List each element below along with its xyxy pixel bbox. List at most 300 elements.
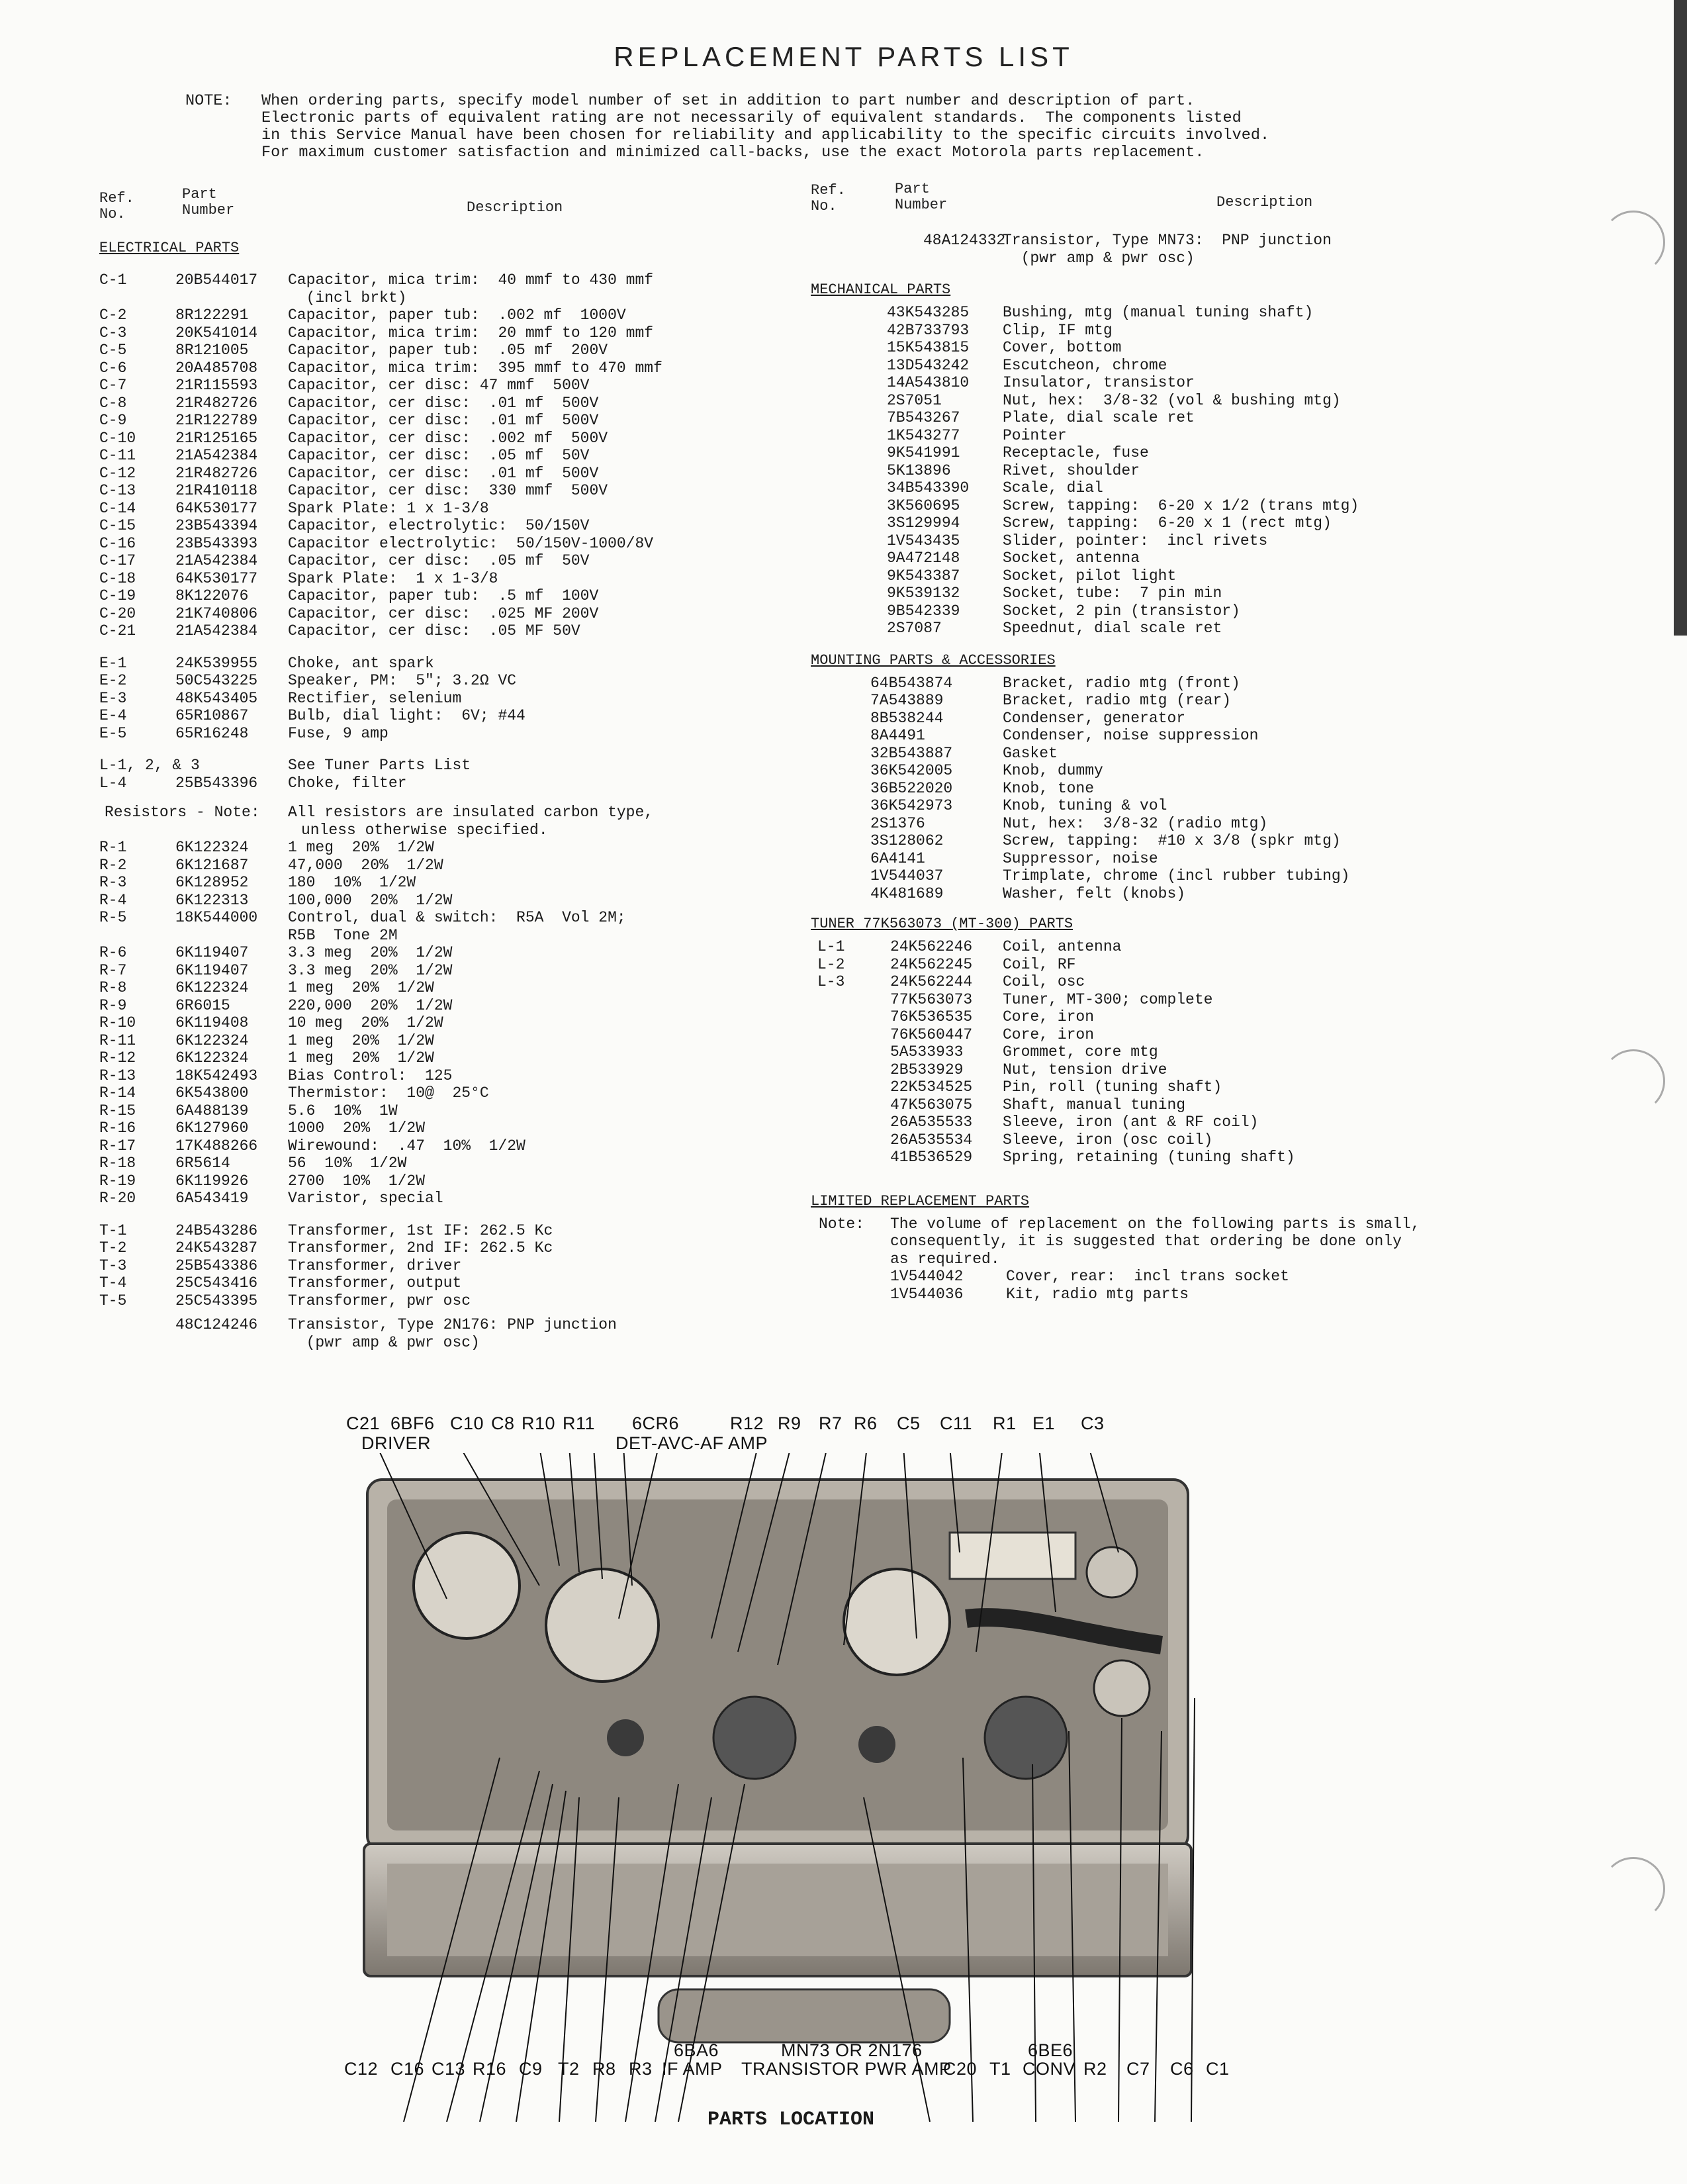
- part-description: See Tuner Parts List: [288, 757, 471, 774]
- part-description: 5.6 10% 1W: [288, 1102, 398, 1119]
- callout-r7: R7: [819, 1413, 843, 1433]
- part-description: Transformer, output: [288, 1274, 462, 1292]
- ref-number: T-5: [99, 1292, 127, 1309]
- note-line: For maximum customer satisfaction and minimized call-backs, use the exact Motorola parts replacement.: [261, 144, 1205, 162]
- page-title: REPLACEMENT PARTS LIST: [614, 41, 1073, 72]
- callout-6ba6: 6BA6: [674, 2040, 719, 2060]
- ref-number: T-4: [99, 1274, 127, 1292]
- part-number: 3S129994: [887, 514, 960, 532]
- ref-number: C-3: [99, 324, 127, 342]
- part-description: Capacitor, mica trim: 395 mmf to 470 mmf: [288, 359, 662, 377]
- part-number: 7B543267: [887, 409, 960, 426]
- ref-number: T-1: [99, 1221, 127, 1239]
- parts-row: [811, 850, 1539, 868]
- part-description: Shaft, manual tuning: [1003, 1096, 1186, 1114]
- parts-row: [811, 727, 1539, 745]
- part-number: 6K122324: [175, 839, 249, 856]
- parts-row: [99, 324, 761, 342]
- ref-number: R-4: [99, 891, 127, 909]
- part-number: 65R10867: [175, 707, 249, 724]
- part-number: 21A542384: [175, 552, 258, 569]
- limited-note-row: [811, 1233, 1539, 1251]
- part-number: 20A485708: [175, 359, 258, 377]
- limited-note-text: as required.: [890, 1250, 1000, 1268]
- parts-row: [99, 944, 761, 962]
- part-description: Sleeve, iron (osc coil): [1003, 1131, 1213, 1149]
- figure-caption: PARTS LOCATION: [707, 2109, 875, 2131]
- part-description: Capacitor, cer disc: .05 mf 50V: [288, 447, 590, 464]
- callout-c11: C11: [940, 1413, 973, 1433]
- ref-number: R-6: [99, 944, 127, 961]
- part-number: 48A124332: [923, 232, 1006, 249]
- part-description: Spark Plate: 1 x 1-3/8: [288, 499, 489, 517]
- parts-row: [99, 1316, 761, 1334]
- parts-row: [811, 357, 1539, 375]
- part-description: Transformer, driver: [288, 1257, 462, 1274]
- part-description: Slider, pointer: incl rivets: [1003, 532, 1268, 549]
- part-number: 6K119407: [175, 944, 249, 961]
- part-description: Transistor, Type MN73: PNP junction: [1003, 232, 1332, 249]
- parts-row: [99, 412, 761, 430]
- parts-row: [811, 1149, 1539, 1166]
- part-description: (pwr amp & pwr osc): [288, 1333, 480, 1351]
- resistor-note-text: All resistors are insulated carbon type,: [288, 804, 654, 821]
- ref-number: C-19: [99, 587, 136, 604]
- part-number: 6K119408: [175, 1014, 249, 1031]
- parts-row: [99, 359, 761, 377]
- part-number: 1V543435: [887, 532, 960, 549]
- part-number: 6K128952: [175, 874, 249, 891]
- callout-r9: R9: [778, 1413, 801, 1433]
- part-description: Capacitor electrolytic: 50/150V-1000/8V: [288, 534, 654, 552]
- parts-row: [811, 885, 1539, 903]
- part-description: Capacitor, cer disc: .05 mf 50V: [288, 552, 590, 569]
- callout-c9: C9: [519, 2059, 543, 2079]
- part-description: 2700 10% 1/2W: [288, 1172, 426, 1190]
- right-ref-header: Ref. No.: [811, 182, 846, 214]
- ref-number: C-7: [99, 377, 127, 394]
- part-number: 21R482726: [175, 394, 258, 412]
- part-description: Gasket: [1003, 744, 1058, 762]
- callout-t1: T1: [989, 2059, 1011, 2079]
- part-number: 25C543416: [175, 1274, 258, 1292]
- parts-row: [99, 1257, 761, 1275]
- part-description: Transformer, 2nd IF: 262.5 Kc: [288, 1239, 553, 1257]
- part-number: 5A533933: [890, 1043, 964, 1061]
- part-number: 18K544000: [175, 909, 258, 926]
- part-description: Knob, tuning & vol: [1003, 797, 1167, 814]
- part-description: Cover, bottom: [1003, 339, 1122, 356]
- part-description: Capacitor, paper tub: .05 mf 200V: [288, 342, 608, 359]
- parts-row: [811, 444, 1539, 462]
- part-number: 20K541014: [175, 324, 258, 342]
- parts-row: [99, 605, 761, 623]
- callout-mn73-or-2n176: MN73 OR 2N176: [781, 2040, 923, 2060]
- ref-number: C-21: [99, 622, 136, 640]
- ref-number: C-5: [99, 342, 127, 359]
- part-description: Washer, felt (knobs): [1003, 884, 1186, 902]
- part-number: 77K563073: [890, 990, 973, 1008]
- part-description: Socket, pilot light: [1003, 567, 1177, 585]
- part-number: 18K542493: [175, 1067, 258, 1084]
- part-description: Sleeve, iron (ant & RF coil): [1003, 1114, 1259, 1131]
- ref-number: L-1: [817, 938, 845, 955]
- part-description: Capacitor, electrolytic: 50/150V: [288, 517, 590, 534]
- ref-number: R-1: [99, 839, 127, 856]
- left-part-header: Part Number: [182, 186, 235, 218]
- ref-number: C-10: [99, 429, 136, 447]
- parts-row: [99, 1334, 761, 1352]
- parts-row: [811, 1131, 1539, 1149]
- callout-t2: T2: [558, 2059, 580, 2079]
- part-number: 1V544037: [870, 867, 944, 884]
- callout-r11: R11: [563, 1413, 596, 1433]
- callout-c1: C1: [1206, 2059, 1230, 2079]
- ref-number: C-11: [99, 447, 136, 464]
- parts-row: [811, 567, 1539, 585]
- parts-row: [811, 832, 1539, 850]
- limited-note-label: Note:: [819, 1215, 865, 1233]
- part-number: 41B536529: [890, 1149, 973, 1166]
- callout-conv: CONV: [1023, 2059, 1076, 2079]
- ref-number: R-12: [99, 1049, 136, 1067]
- part-description: Screw, tapping: #10 x 3/8 (spkr mtg): [1003, 832, 1341, 849]
- part-description: Nut, hex: 3/8-32 (vol & bushing mtg): [1003, 391, 1341, 409]
- part-description: Core, iron: [1003, 1025, 1095, 1043]
- part-description: Fuse, 9 amp: [288, 724, 388, 742]
- ref-number: R-11: [99, 1031, 136, 1049]
- callout-c10: C10: [450, 1413, 484, 1433]
- part-number: 21R482726: [175, 464, 258, 482]
- part-number: 26A535533: [890, 1114, 973, 1131]
- callout-r8: R8: [592, 2059, 616, 2079]
- part-description: Condenser, generator: [1003, 709, 1186, 727]
- part-number: 23B543393: [175, 534, 258, 552]
- section-gap: [99, 640, 761, 655]
- ref-number: L-4: [99, 774, 127, 792]
- ref-number: R-16: [99, 1119, 136, 1137]
- ref-number: R-9: [99, 996, 127, 1014]
- part-description: 3.3 meg 20% 1/2W: [288, 961, 453, 979]
- part-number: 42B733793: [887, 321, 970, 339]
- page-edge-shadow: [1674, 0, 1687, 636]
- left-description-header: Description: [467, 199, 563, 216]
- part-number: 1K543277: [887, 426, 960, 444]
- parts-row: [99, 1084, 761, 1102]
- parts-row: [99, 535, 761, 553]
- parts-row: [99, 342, 761, 359]
- part-description: Capacitor, mica trim: 20 mmf to 120 mmf: [288, 324, 654, 342]
- parts-row: [811, 1286, 1539, 1304]
- part-number: 6K127960: [175, 1119, 249, 1137]
- callout-c20: C20: [943, 2059, 978, 2079]
- parts-row: [811, 339, 1539, 357]
- parts-row: [99, 1292, 761, 1310]
- parts-row: [811, 1026, 1539, 1044]
- parts-row: [811, 479, 1539, 497]
- ref-number: C-16: [99, 534, 136, 552]
- part-number: 76K536535: [890, 1008, 973, 1025]
- callout-6bf6: 6BF6: [390, 1413, 435, 1433]
- parts-row: [99, 690, 761, 708]
- part-description: Trimplate, chrome (incl rubber tubing): [1003, 867, 1350, 884]
- part-description: Varistor, special: [288, 1190, 443, 1207]
- parts-row: [811, 409, 1539, 427]
- callout-c5: C5: [897, 1413, 921, 1433]
- part-description: Capacitor, cer disc: .002 mf 500V: [288, 429, 608, 447]
- ref-number: L-2: [817, 955, 845, 973]
- part-number: 64K530177: [175, 569, 258, 587]
- callout-c16: C16: [390, 2059, 425, 2079]
- section-gap: [99, 742, 761, 757]
- part-description: Socket, 2 pin (transistor): [1003, 602, 1240, 620]
- parts-row: [99, 1014, 761, 1032]
- parts-row: [811, 497, 1539, 515]
- section-title: TUNER 77K563073 (MT-300) PARTS: [811, 916, 1073, 932]
- part-number: 1V544042: [890, 1268, 964, 1285]
- ref-number: E-3: [99, 689, 127, 707]
- part-number: 24K539955: [175, 654, 258, 672]
- callout-r16: R16: [473, 2059, 507, 2079]
- part-number: 8K122076: [175, 587, 249, 604]
- ref-number: C-6: [99, 359, 127, 377]
- part-number: 43K543285: [887, 304, 970, 321]
- parts-row: [99, 672, 761, 690]
- part-description: Bracket, radio mtg (rear): [1003, 692, 1232, 709]
- parts-row: [811, 675, 1539, 692]
- parts-row: [811, 1061, 1539, 1079]
- parts-row: [99, 517, 761, 535]
- part-description: Transistor, Type 2N176: PNP junction: [288, 1316, 617, 1333]
- parts-row: [99, 552, 761, 570]
- ref-number: L-3: [817, 973, 845, 990]
- part-number: 22K534525: [890, 1078, 973, 1096]
- part-number: 34B543390: [887, 479, 970, 497]
- ref-number: R-8: [99, 979, 127, 996]
- parts-row: [811, 532, 1539, 550]
- ref-number: C-12: [99, 464, 136, 482]
- callout-6cr6: 6CR6: [632, 1413, 680, 1433]
- callout-c7: C7: [1126, 2059, 1150, 2079]
- parts-row: [99, 570, 761, 588]
- parts-row: [99, 757, 761, 775]
- part-number: 6K122313: [175, 891, 249, 909]
- parts-row: [99, 1239, 761, 1257]
- part-number: 8B538244: [870, 709, 944, 727]
- parts-row: [811, 797, 1539, 815]
- parts-row: [99, 839, 761, 857]
- part-number: 9B542339: [887, 602, 960, 620]
- parts-row: [811, 762, 1539, 780]
- part-number: 14A543810: [887, 374, 970, 391]
- part-description: Capacitor, cer disc: .025 MF 200V: [288, 604, 599, 622]
- part-number: 9K539132: [887, 585, 960, 602]
- parts-row: [811, 745, 1539, 763]
- parts-row: [99, 1137, 761, 1155]
- part-description: Grommet, core mtg: [1003, 1043, 1158, 1061]
- part-number: 21R125165: [175, 429, 258, 447]
- part-number: 26A535534: [890, 1131, 973, 1149]
- part-description: Coil, antenna: [1003, 938, 1122, 955]
- ref-number: R-18: [99, 1155, 136, 1172]
- part-description: Plate, dial scale ret: [1003, 409, 1195, 426]
- parts-row: [99, 1274, 761, 1292]
- ref-number: R-19: [99, 1172, 136, 1190]
- ref-number: C-20: [99, 604, 136, 622]
- parts-row: [99, 395, 761, 412]
- part-description: Kit, radio mtg parts: [1006, 1285, 1189, 1303]
- section-title: MOUNTING PARTS & ACCESSORIES: [811, 651, 1056, 669]
- part-description: Cover, rear: incl trans socket: [1006, 1268, 1289, 1285]
- parts-row: [811, 780, 1539, 798]
- part-number: 21A542384: [175, 622, 258, 640]
- parts-row: [99, 725, 761, 743]
- callout-det-avc-af-amp: DET-AVC-AF AMP: [616, 1433, 768, 1453]
- callout-c21: C21: [346, 1413, 381, 1433]
- part-description: Pin, roll (tuning shaft): [1003, 1078, 1222, 1096]
- part-description: Bracket, radio mtg (front): [1003, 674, 1240, 692]
- part-number: 64K530177: [175, 499, 258, 517]
- resistor-note-row: [99, 804, 761, 822]
- parts-row: [811, 1008, 1539, 1026]
- callout-c13: C13: [432, 2059, 466, 2079]
- parts-row: [99, 1190, 761, 1208]
- parts-row: [99, 271, 761, 289]
- part-description: Thermistor: 10@ 25°C: [288, 1084, 489, 1102]
- parts-row: [811, 549, 1539, 567]
- part-description: Coil, osc: [1003, 973, 1085, 990]
- ref-number: E-2: [99, 672, 127, 689]
- part-number: 2S1376: [870, 814, 925, 832]
- part-number: 36K542973: [870, 797, 953, 814]
- part-description: Pointer: [1003, 426, 1067, 444]
- callout-r12: R12: [730, 1413, 764, 1433]
- part-number: 3K560695: [887, 497, 960, 514]
- parts-row: [99, 1032, 761, 1050]
- parts-row: [811, 462, 1539, 480]
- parts-row: [99, 622, 761, 640]
- callout-c12: C12: [344, 2059, 379, 2079]
- part-number: 1V544036: [890, 1285, 964, 1303]
- left-ref-header: Ref. No.: [99, 190, 134, 222]
- parts-row: [99, 1172, 761, 1190]
- part-number: 6K122324: [175, 1031, 249, 1049]
- parts-row: [811, 1043, 1539, 1061]
- parts-row: [811, 514, 1539, 532]
- part-number: 6A543419: [175, 1190, 249, 1207]
- parts-row: [99, 962, 761, 980]
- part-description: Spark Plate: 1 x 1-3/8: [288, 569, 498, 587]
- part-description: Spring, retaining (tuning shaft): [1003, 1149, 1295, 1166]
- callout-if-amp: IF AMP: [662, 2059, 723, 2079]
- resistor-note-row: [99, 822, 761, 839]
- part-number: 25B543386: [175, 1257, 258, 1274]
- part-description: Capacitor, mica trim: 40 mmf to 430 mmf: [288, 271, 654, 289]
- part-description: 1 meg 20% 1/2W: [288, 1049, 434, 1067]
- section-title: MECHANICAL PARTS: [811, 281, 951, 298]
- part-description: Capacitor, cer disc: 330 mmf 500V: [288, 482, 608, 499]
- parts-row: [811, 250, 1539, 267]
- part-number: 9A472148: [887, 549, 960, 567]
- part-number: 24K543287: [175, 1239, 258, 1257]
- part-number: 21R122789: [175, 412, 258, 429]
- part-description: Rivet, shoulder: [1003, 461, 1140, 479]
- part-description: (incl brkt): [288, 289, 407, 307]
- part-description: Nut, tension drive: [1003, 1061, 1167, 1078]
- note-text: [261, 93, 1269, 162]
- part-description: Knob, dummy: [1003, 762, 1103, 779]
- part-number: 8R121005: [175, 342, 249, 359]
- electrical-parts-title: ELECTRICAL PARTS: [99, 240, 240, 256]
- part-description: 1000 20% 1/2W: [288, 1119, 426, 1137]
- parts-row: [99, 430, 761, 448]
- note-line: When ordering parts, specify model number of set in addition to part number and description of part.: [261, 92, 1195, 110]
- part-number: 6R6015: [175, 996, 230, 1014]
- parts-row: [811, 1114, 1539, 1131]
- part-description: Capacitor, cer disc: .05 MF 50V: [288, 622, 580, 640]
- part-number: 48K543405: [175, 689, 258, 707]
- right-description-header: Description: [1216, 194, 1313, 211]
- part-number: 24K562244: [890, 973, 973, 990]
- part-description: 1 meg 20% 1/2W: [288, 839, 434, 856]
- radio-chassis-photo: [341, 1453, 1254, 2122]
- parts-row: [99, 447, 761, 465]
- part-description: Bias Control: 125: [288, 1067, 453, 1084]
- part-number: 6K543800: [175, 1084, 249, 1102]
- part-description: (pwr amp & pwr osc): [1003, 249, 1195, 267]
- part-description: Tuner, MT-300; complete: [1003, 990, 1213, 1008]
- part-number: 2S7087: [887, 620, 942, 637]
- resistor-note-label: Resistors - Note:: [105, 804, 260, 821]
- ref-number: E-1: [99, 654, 127, 672]
- part-number: 21R115593: [175, 377, 258, 394]
- part-number: 6A4141: [870, 849, 925, 867]
- part-number: 24K562246: [890, 938, 973, 955]
- ref-number: C-15: [99, 517, 136, 534]
- part-description: Scale, dial: [1003, 479, 1103, 497]
- right-part-header: Part Number: [895, 181, 948, 213]
- part-number: 76K560447: [890, 1025, 973, 1043]
- part-number: 23B543394: [175, 517, 258, 534]
- part-description: 100,000 20% 1/2W: [288, 891, 453, 909]
- callout-r6: R6: [854, 1413, 878, 1433]
- part-number: 32B543887: [870, 744, 953, 762]
- part-description: Core, iron: [1003, 1008, 1095, 1025]
- parts-row: [99, 892, 761, 910]
- ref-number: E-5: [99, 724, 127, 742]
- part-number: 2B533929: [890, 1061, 964, 1078]
- ref-number: C-2: [99, 307, 127, 324]
- parts-row: [811, 973, 1539, 991]
- parts-row: [99, 500, 761, 518]
- ordering-note: [185, 92, 1443, 162]
- part-number: 6K119926: [175, 1172, 249, 1190]
- callout-transistor-pwr-amp: TRANSISTOR PWR AMP: [741, 2059, 952, 2079]
- part-number: 48C124246: [175, 1316, 258, 1333]
- parts-row: [811, 374, 1539, 392]
- parts-row: [811, 991, 1539, 1009]
- ref-number: L-1, 2, & 3: [99, 757, 200, 774]
- part-number: 50C543225: [175, 672, 258, 689]
- part-description: Receptacle, fuse: [1003, 444, 1149, 461]
- left-parts-column: [99, 271, 761, 1351]
- part-description: Clip, IF mtg: [1003, 321, 1113, 339]
- parts-row: [99, 655, 761, 673]
- part-number: 36B522020: [870, 779, 953, 797]
- right-parts-column: [811, 232, 1539, 1303]
- part-number: 65R16248: [175, 724, 249, 742]
- part-description: Capacitor, cer disc: 47 mmf 500V: [288, 377, 590, 394]
